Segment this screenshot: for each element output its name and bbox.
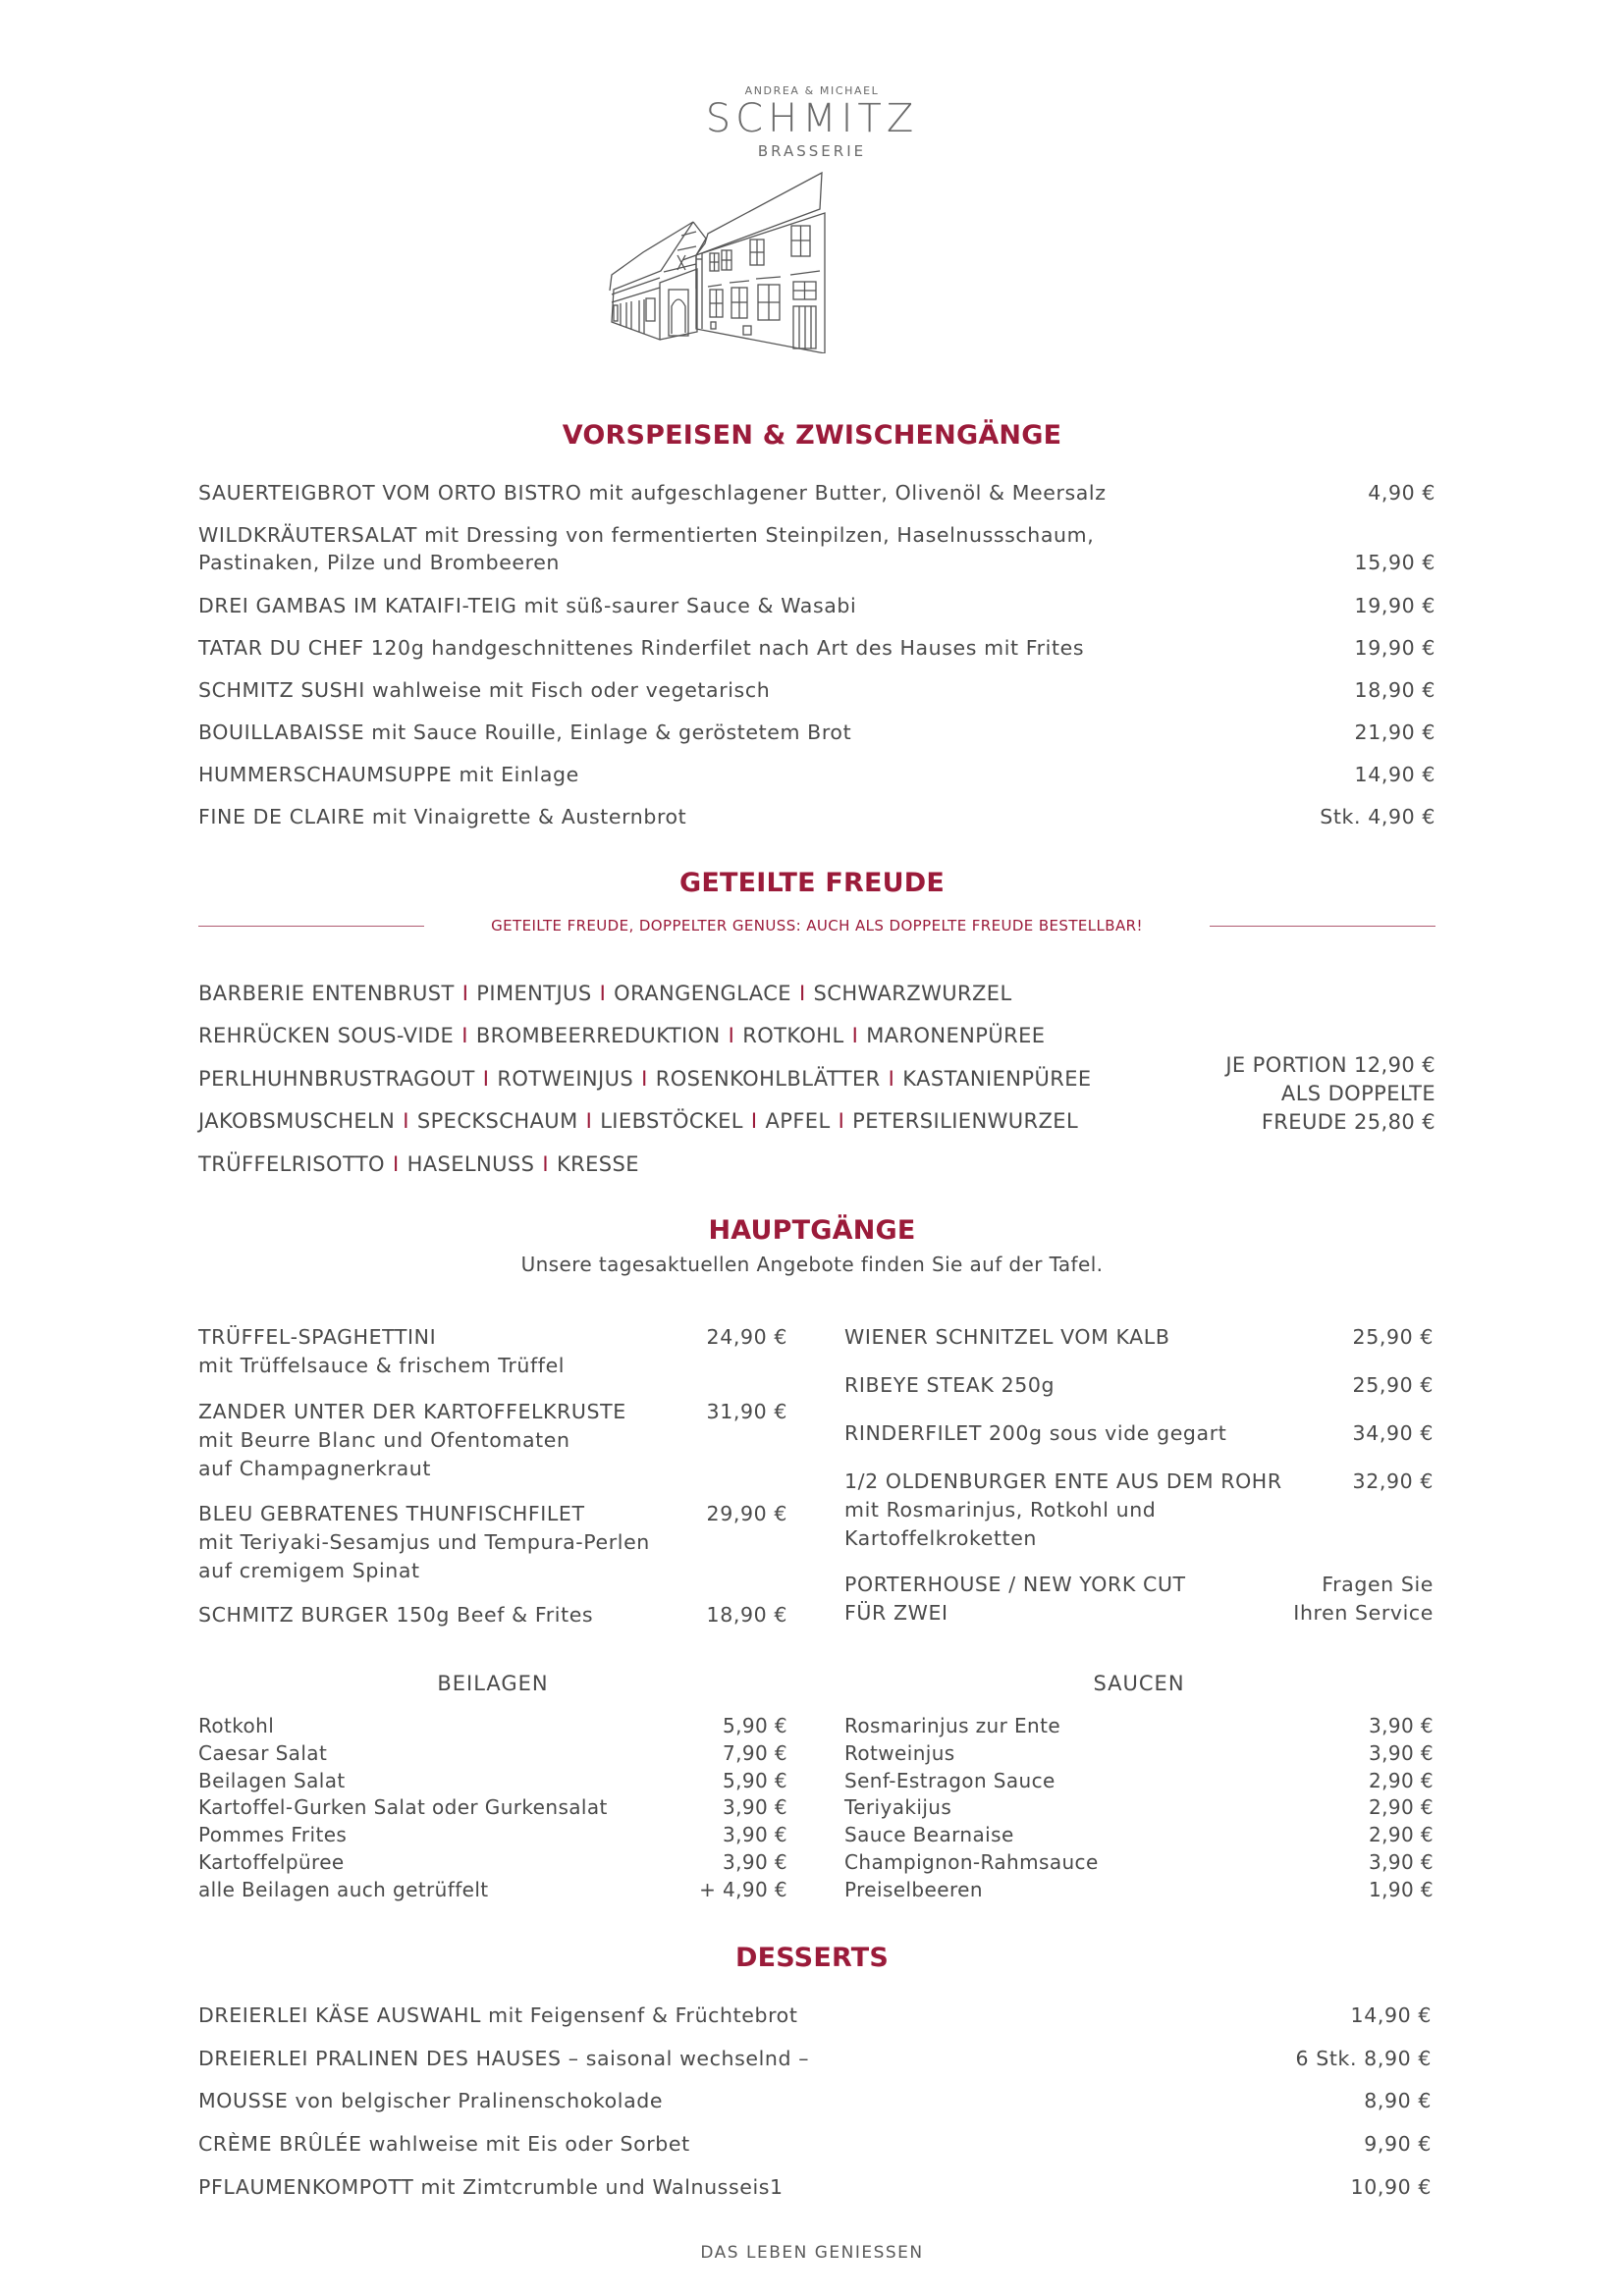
separator: I (461, 982, 469, 1005)
item-name: Caesar Salat (198, 1740, 328, 1765)
price-line: Fragen Sie (1322, 1573, 1434, 1596)
item-name: HUMMERSCHAUMSUPPE mit Einlage (198, 763, 579, 786)
logo-type: BRASSERIE (757, 142, 867, 160)
price-line: ALS DOPPELTE (1280, 1082, 1435, 1105)
logo-name: SCHMITZ (705, 96, 919, 141)
item-name: BOUILLABAISSE mit Sauce Rouille, Einlage & geröstetem Brot (198, 721, 852, 744)
item-price: 5,90 € (722, 1714, 787, 1737)
item-price: 3,90 € (1368, 1740, 1434, 1765)
main-dish (198, 1323, 787, 1380)
price-line: Ihren Service (1293, 1601, 1434, 1625)
separator: I (392, 1152, 400, 1176)
item-name: PFLAUMENKOMPOTT mit Zimtcrumble und Walnusseis1 (198, 2175, 784, 2199)
geteilte-freude-subtitle: GETEILTE FREUDE, DOPPELTER GENUSS: AUCH ALS DOPPELTE FREUDE BESTELLBAR! (491, 917, 1143, 934)
item-price: 7,90 € (722, 1740, 787, 1765)
item-price: 2,90 € (1368, 1795, 1434, 1820)
beilagen-item (198, 1848, 787, 1876)
logo-owners: ANDREA & MICHAEL (744, 84, 880, 97)
item-price: 10,90 € (1350, 2175, 1432, 2199)
menu-item (198, 521, 1435, 578)
item-name: DREI GAMBAS IM KATAIFI-TEIG mit süß-saurer Sauce & Wasabi (198, 594, 857, 617)
item-name: Pommes Frites (198, 1823, 348, 1847)
main-dish (844, 1468, 1434, 1553)
dish-desc: mit Teriyaki-Sesamjus und Tempura-Perlen (198, 1530, 650, 1554)
dish-price: 31,90 € (706, 1400, 787, 1423)
dish-price: 25,90 € (1352, 1325, 1434, 1349)
item-name: Champignon-Rahmsauce (844, 1850, 1099, 1874)
item-name: FINE DE CLAIRE mit Vinaigrette & Austernbrot (198, 805, 687, 828)
main-dish (198, 1601, 787, 1629)
beilagen-title: BEILAGEN (437, 1672, 549, 1695)
item-name: DREIERLEI KÄSE AUSWAHL mit Feigensenf & Früchtebrot (198, 2003, 798, 2027)
dish-name: BLEU GEBRATENES THUNFISCHFILET (198, 1502, 585, 1525)
item-price: 18,90 € (1354, 678, 1435, 702)
price-line: JE PORTION 12,90 € (1225, 1053, 1435, 1077)
component: JAKOBSMUSCHELN (198, 1109, 396, 1133)
item-name: Teriyakijus (844, 1795, 952, 1820)
saucen-item (844, 1739, 1434, 1767)
component: LIEBSTÖCKEL (600, 1109, 743, 1133)
item-price: 3,90 € (1368, 1850, 1434, 1874)
dish-price (1293, 1571, 1434, 1628)
beilagen-item (198, 1793, 787, 1821)
main-dish (844, 1419, 1434, 1448)
dish-desc: mit Trüffelsauce & frischem Trüffel (198, 1354, 566, 1377)
component: PIMENTJUS (476, 982, 592, 1005)
dish-price: 32,90 € (1352, 1469, 1434, 1493)
component: KRESSE (556, 1152, 639, 1176)
geteilte-freude-row (198, 980, 1012, 1007)
component: KASTANIENPÜREE (902, 1067, 1092, 1091)
component: PETERSILIENWURZEL (852, 1109, 1079, 1133)
component: ROTWEINJUS (497, 1067, 634, 1091)
item-price: 3,90 € (1368, 1714, 1434, 1737)
component: ROSENKOHLBLÄTTER (655, 1067, 881, 1091)
item-price: 6 Stk. 8,90 € (1295, 2047, 1432, 2070)
separator: I (838, 1109, 845, 1133)
dish-desc: mit Beurre Blanc und Ofentomaten (198, 1428, 570, 1452)
item-name: Sauce Bearnaise (844, 1823, 1014, 1847)
geteilte-freude-row (198, 1065, 1092, 1093)
beilagen-item (198, 1739, 787, 1767)
item-name: alle Beilagen auch getrüffelt (198, 1877, 489, 1901)
main-dish (844, 1571, 1434, 1628)
component: TRÜFFELRISOTTO (198, 1152, 385, 1176)
separator: I (585, 1109, 593, 1133)
item-price: 2,90 € (1368, 1823, 1434, 1847)
item-name: Kartoffel-Gurken Salat oder Gurkensalat (198, 1795, 608, 1820)
footer-tagline: DAS LEBEN GENIESSEN (700, 2243, 924, 2263)
component: ORANGENGLACE (614, 982, 791, 1005)
separator: I (851, 1024, 859, 1047)
item-name: SAUERTEIGBROT VOM ORTO BISTRO mit aufgeschlagener Butter, Olivenöl & Meersalz (198, 481, 1107, 505)
section-title-desserts: DESSERTS (734, 1943, 890, 1973)
dish-desc: auf Champagnerkraut (198, 1457, 432, 1480)
main-dish (198, 1500, 787, 1585)
item-name: Rosmarinjus zur Ente (844, 1714, 1061, 1737)
item-name: TATAR DU CHEF 120g handgeschnittenes Rinderfilet nach Art des Hauses mit Frites (198, 636, 1085, 660)
item-price: + 4,90 € (699, 1877, 787, 1901)
item-price: 8,90 € (1364, 2089, 1432, 2112)
beilagen-item (198, 1821, 787, 1848)
item-name: Beilagen Salat (198, 1768, 346, 1792)
component: BARBERIE ENTENBRUST (198, 982, 455, 1005)
item-price: 9,90 € (1364, 2132, 1432, 2156)
item-price: 19,90 € (1354, 636, 1435, 660)
item-name: Kartoffelpüree (198, 1850, 345, 1874)
separator: I (728, 1024, 735, 1047)
item-price: Stk. 4,90 € (1320, 805, 1435, 828)
component: SCHWARZWURZEL (813, 982, 1012, 1005)
dish-name: 1/2 OLDENBURGER ENTE AUS DEM ROHR (844, 1469, 1282, 1493)
dish-name: WIENER SCHNITZEL VOM KALB (844, 1325, 1170, 1349)
saucen-item (844, 1712, 1434, 1739)
saucen-item (844, 1821, 1434, 1848)
item-price: 14,90 € (1350, 2003, 1432, 2027)
item-price: 1,90 € (1368, 1877, 1434, 1901)
geteilte-freude-row (198, 1107, 1078, 1135)
item-price: 14,90 € (1354, 763, 1435, 786)
beilagen-item (198, 1712, 787, 1739)
item-name: MOUSSE von belgischer Pralinenschokolade (198, 2089, 664, 2112)
divider-left (198, 926, 424, 927)
dish-name: RINDERFILET 200g sous vide gegart (844, 1421, 1227, 1445)
item-price: 4,90 € (1368, 481, 1435, 505)
dish-price: 24,90 € (706, 1325, 787, 1349)
item-name: Rotkohl (198, 1714, 275, 1737)
saucen-item (844, 1848, 1434, 1876)
separator: I (542, 1152, 549, 1176)
item-name: WILDKRÄUTERSALAT mit Dressing von fermentierten Steinpilzen, Haselnussschaum, (198, 523, 1095, 547)
geteilte-freude-row (198, 1022, 1045, 1049)
price-line: FREUDE 25,80 € (1261, 1110, 1435, 1134)
item-name: Preiselbeeren (844, 1877, 983, 1901)
building-illustration (471, 157, 1178, 353)
geteilte-freude-row (198, 1150, 639, 1178)
separator: I (750, 1109, 758, 1133)
dish-price: 18,90 € (706, 1603, 787, 1627)
dish-price: 25,90 € (1352, 1373, 1434, 1397)
dish-name: TRÜFFEL-SPAGHETTINI (198, 1325, 437, 1349)
saucen-title: SAUCEN (1093, 1672, 1185, 1695)
item-name: Senf-Estragon Sauce (844, 1768, 1056, 1792)
item-price: 15,90 € (1354, 551, 1435, 574)
separator: I (798, 982, 806, 1005)
item-name: DREIERLEI PRALINEN DES HAUSES – saisonal wechselnd – (198, 2047, 810, 2070)
component: SPECKSCHAUM (416, 1109, 578, 1133)
geteilte-freude-price (1129, 1051, 1435, 1137)
dish-price: 29,90 € (706, 1502, 787, 1525)
separator: I (599, 982, 607, 1005)
item-price: 5,90 € (722, 1768, 787, 1792)
item-name-cont: Pastinaken, Pilze und Brombeeren (198, 551, 561, 574)
dish-desc: Kartoffelkroketten (844, 1526, 1038, 1550)
item-price: 3,90 € (722, 1850, 787, 1874)
item-name: CRÈME BRÛLÉE wahlweise mit Eis oder Sorbet (198, 2132, 690, 2156)
dish-desc: auf cremigem Spinat (198, 1559, 420, 1582)
dish-desc: mit Rosmarinjus, Rotkohl und (844, 1498, 1157, 1522)
dish-price: 34,90 € (1352, 1421, 1434, 1445)
component: BROMBEERREDUKTION (475, 1024, 721, 1047)
dish-name-cont: FÜR ZWEI (844, 1601, 948, 1625)
separator: I (641, 1067, 648, 1091)
component: APFEL (765, 1109, 831, 1133)
main-dish (198, 1398, 787, 1483)
component: HASELNUSS (406, 1152, 535, 1176)
item-name: Rotweinjus (844, 1740, 955, 1765)
item-price: 21,90 € (1354, 721, 1435, 744)
section-title-hauptgaenge: HAUPTGÄNGE (708, 1215, 916, 1246)
item-price: 3,90 € (722, 1795, 787, 1820)
separator: I (888, 1067, 895, 1091)
hauptgaenge-note: Unsere tagesaktuellen Angebote finden Sie auf der Tafel. (520, 1253, 1104, 1276)
saucen-item (844, 1767, 1434, 1794)
dish-name: PORTERHOUSE / NEW YORK CUT (844, 1573, 1186, 1596)
dish-name: RIBEYE STEAK 250g (844, 1373, 1056, 1397)
section-title-vorspeisen: VORSPEISEN & ZWISCHENGÄNGE (562, 420, 1062, 451)
separator: I (482, 1067, 490, 1091)
divider-right (1210, 926, 1435, 927)
component: REHRÜCKEN SOUS-VIDE (198, 1024, 455, 1047)
item-price: 2,90 € (1368, 1768, 1434, 1792)
component: PERLHUHNBRUSTRAGOUT (198, 1067, 475, 1091)
separator: I (461, 1024, 468, 1047)
item-price: 19,90 € (1354, 594, 1435, 617)
item-price: 3,90 € (722, 1823, 787, 1847)
saucen-item (844, 1876, 1434, 1903)
component: MARONENPÜREE (866, 1024, 1046, 1047)
saucen-item (844, 1793, 1434, 1821)
beilagen-item (198, 1767, 787, 1794)
section-title-geteilte-freude: GETEILTE FREUDE (679, 868, 945, 898)
dish-name: ZANDER UNTER DER KARTOFFELKRUSTE (198, 1400, 626, 1423)
dish-name: SCHMITZ BURGER 150g Beef & Frites (198, 1603, 594, 1627)
main-dish (844, 1371, 1434, 1400)
separator: I (403, 1109, 409, 1133)
beilagen-item (198, 1876, 787, 1903)
component: ROTKOHL (742, 1024, 844, 1047)
main-dish (844, 1323, 1434, 1352)
item-name: SCHMITZ SUSHI wahlweise mit Fisch oder vegetarisch (198, 678, 771, 702)
